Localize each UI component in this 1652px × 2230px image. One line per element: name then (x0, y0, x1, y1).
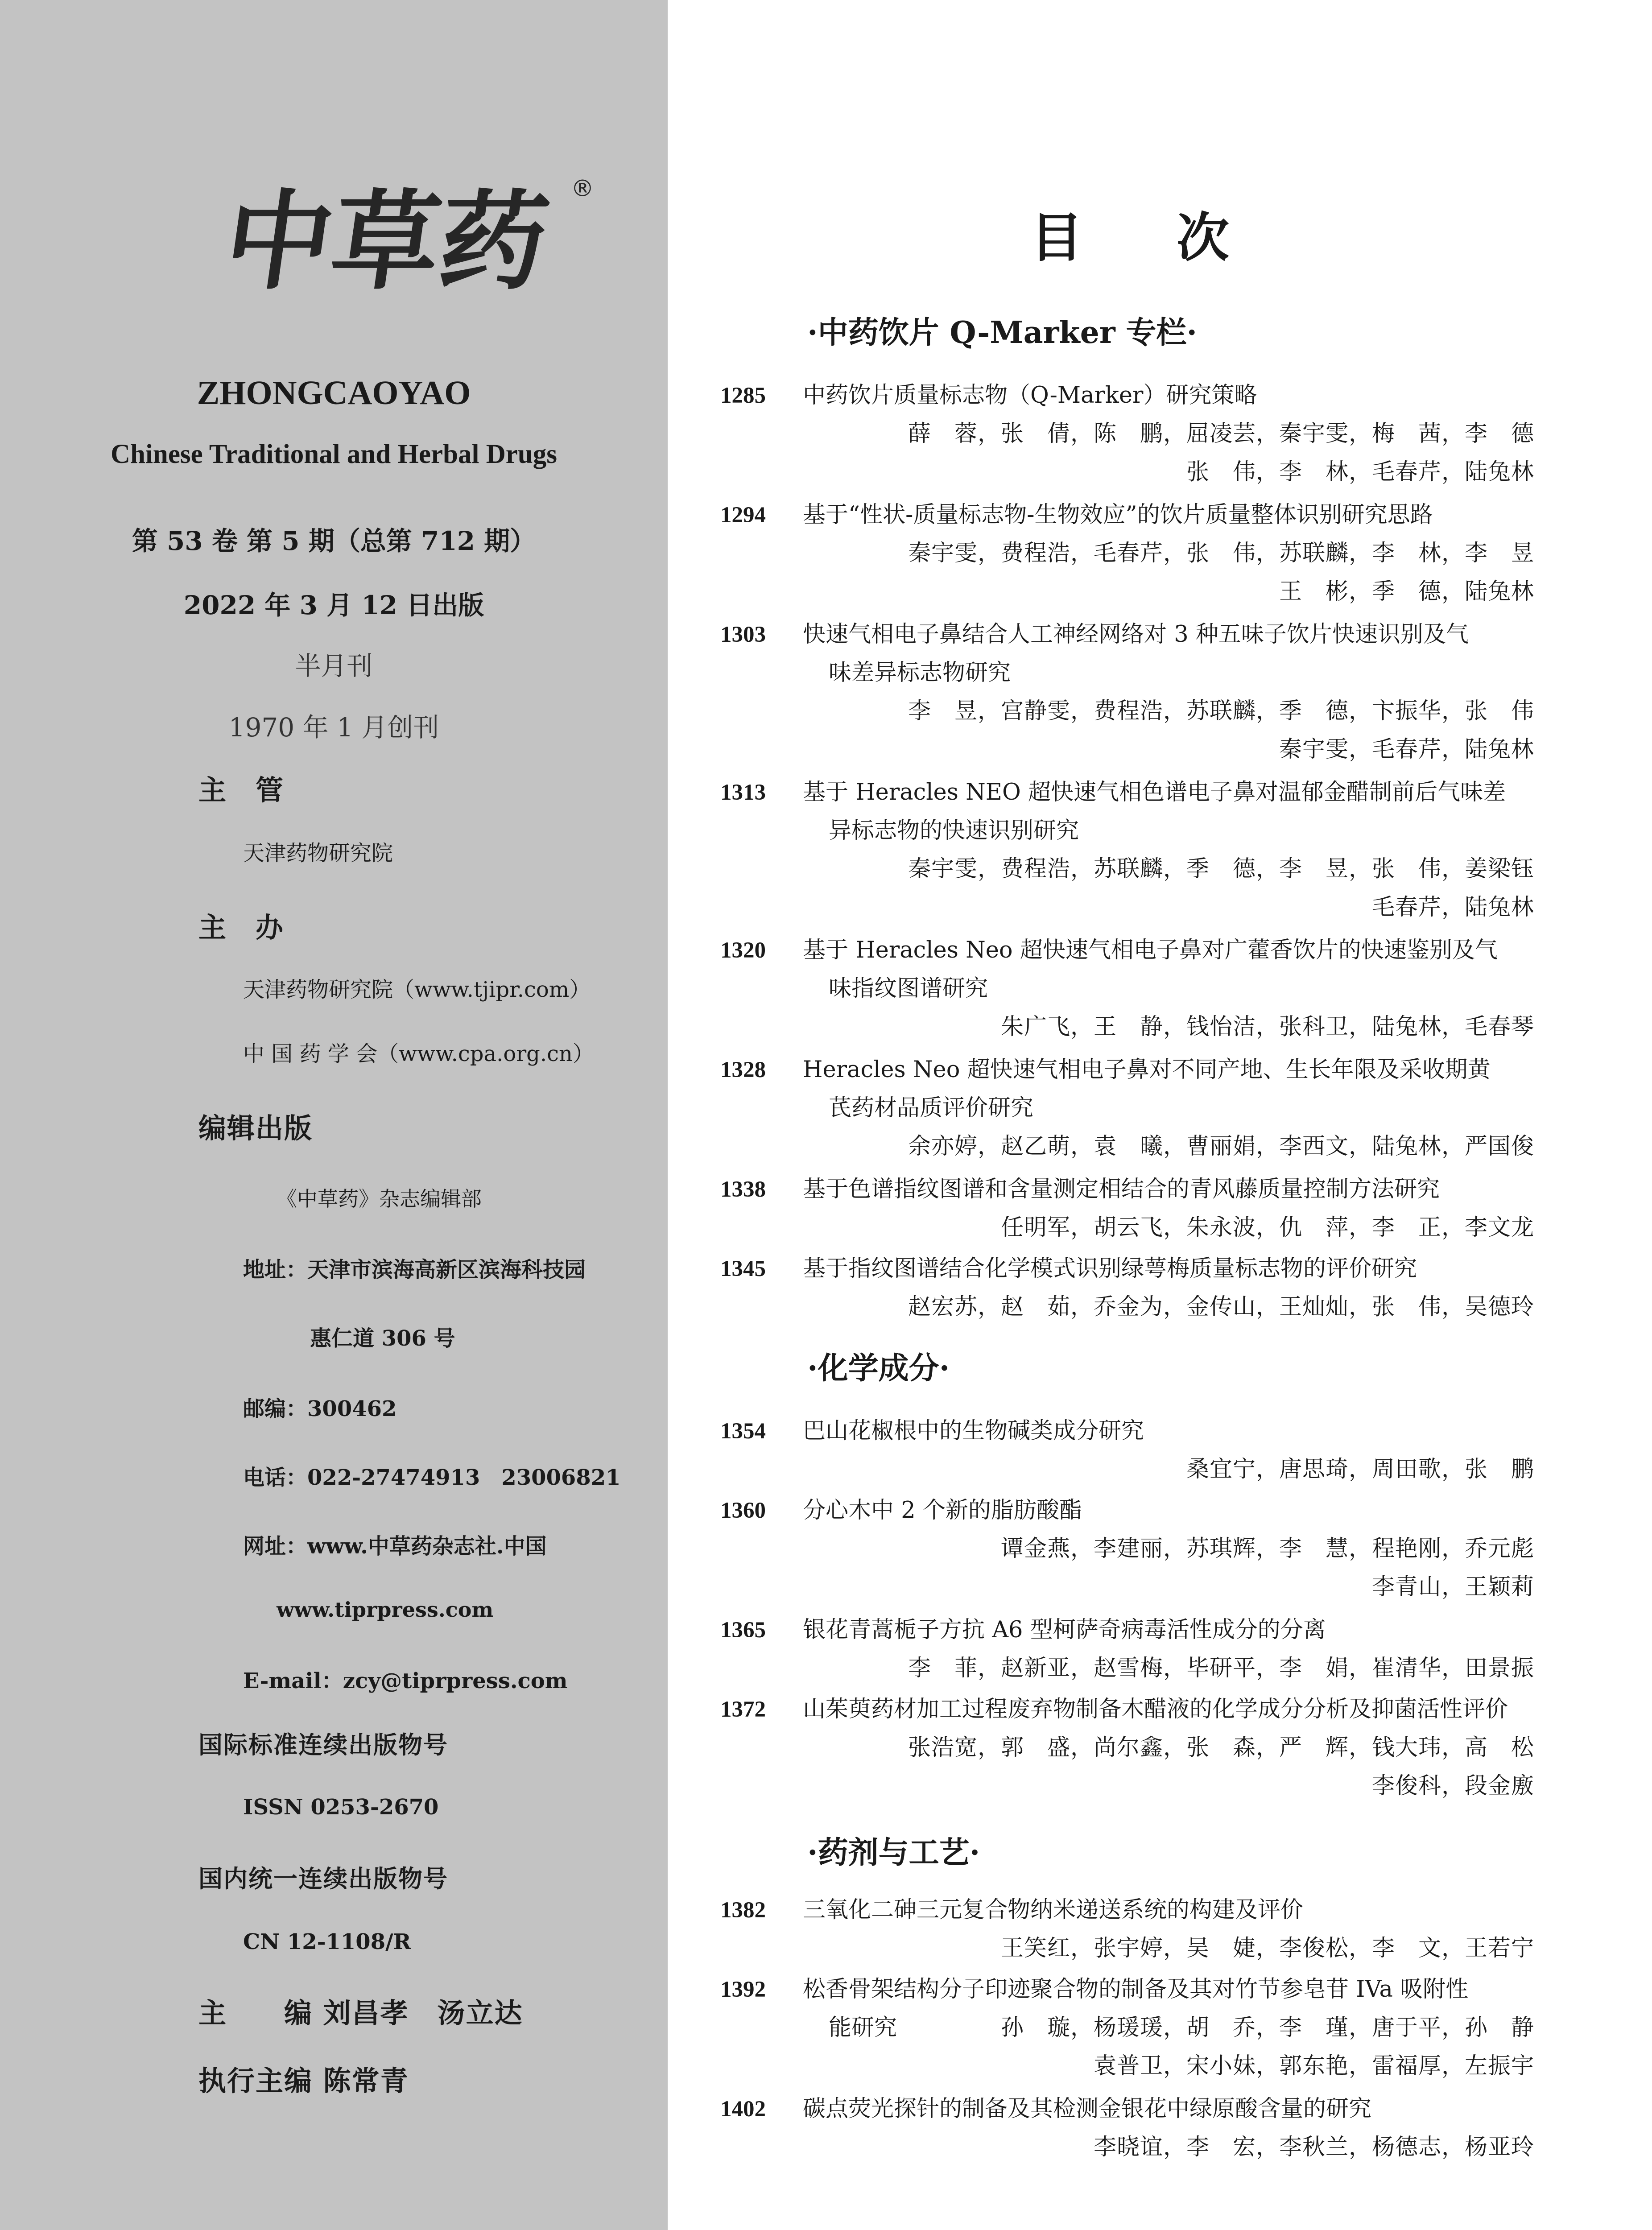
entry-authors: 赵宏苏，赵 茹，乔金为，金传山，王灿灿，张 伟，吴德玲 (908, 1294, 1534, 1320)
phone-label: 电话： (243, 1465, 308, 1490)
entry-authors: 秦宇雯，毛春芹，陆兔林 (1279, 736, 1534, 763)
postcode-label: 邮编： (243, 1396, 308, 1421)
website (243, 1529, 547, 1560)
postcode-value: 300462 (307, 1396, 397, 1421)
toc-entry[interactable] (720, 1055, 1534, 1085)
entry-page: 1294 (720, 503, 766, 528)
journal-title-pinyin: ZHONGCAOYAO (197, 374, 471, 412)
entry-title: 快速气相电子鼻结合人工神经网络对 3 种五味子饮片快速识别及气 (803, 621, 1469, 648)
chief-editor-names: 刘昌孝 汤立达 (323, 1997, 523, 2029)
toc-entry[interactable] (720, 1254, 1534, 1284)
entry-title: 中药饮片质量标志物（Q-Marker）研究策略 (803, 382, 1257, 409)
toc-entry[interactable] (720, 1896, 1534, 1925)
toc-entry[interactable] (720, 1975, 1534, 2004)
logo-text: 中草药 (217, 178, 556, 304)
entry-title: 基于指纹图谱结合化学模式识别绿萼梅质量标志物的评价研究 (803, 1255, 1417, 1282)
toc-entry[interactable] (720, 778, 1534, 807)
chief-editor-label: 主 编 (198, 1997, 313, 2029)
supervisor-value: 天津药物研究院 (243, 841, 393, 866)
email-label: E-mail： (243, 1668, 343, 1693)
entry-title: 基于色谱指纹图谱和含量测定相结合的青风藤质量控制方法研究 (803, 1176, 1440, 1202)
entry-title: 三氧化二砷三元复合物纳米递送系统的构建及评价 (803, 1897, 1304, 1923)
entry-title-cont: 能研究 孙 璇，杨瑗瑗，胡 乔，李 瑾，唐于平，孙 静 (720, 2013, 1534, 2043)
entry-page: 1285 (720, 383, 766, 408)
exec-editor (198, 2059, 409, 2098)
email-value: zcy@tiprpress.com (343, 1668, 568, 1693)
entry-title-cont: 味差异标志物研究 (829, 660, 1011, 686)
address-label: 地址： (243, 1257, 308, 1282)
issn-value: ISSN 0253-2670 (243, 1795, 439, 1820)
entry-authors: 孙 璇，杨瑗瑗，胡 乔，李 瑾，唐于平，孙 静 (1000, 2015, 1534, 2041)
entry-page: 1354 (720, 1419, 766, 1444)
address-value-2: 惠仁道 306 号 (310, 1326, 455, 1351)
entry-page: 1345 (720, 1256, 766, 1281)
sponsor-1: 天津药物研究院（www.tjipr.com） (243, 977, 591, 1002)
entry-page: 1392 (720, 1977, 766, 2002)
entry-page: 1372 (720, 1697, 766, 1722)
toc-entry[interactable] (720, 500, 1534, 530)
toc-section-qmarker: ·中药饮片 Q-Marker 专栏· (807, 315, 1198, 351)
entry-title-cont: 异标志物的快速识别研究 (829, 818, 1079, 844)
phone (243, 1460, 621, 1491)
entry-authors: 秦宇雯，费程浩，毛春芹，张 伟，苏联麟，李 林，李 昱 (908, 540, 1534, 566)
entry-page: 1382 (720, 1898, 766, 1923)
toc-section-chemistry: ·化学成分· (807, 1350, 950, 1386)
toc-entry[interactable] (720, 1416, 1534, 1446)
entry-title: 银花青蒿栀子方抗 A6 型柯萨奇病毒活性成分的分离 (803, 1617, 1326, 1643)
entry-authors: 李晓谊，李 宏，李秋兰，杨德志，杨亚玲 (1093, 2134, 1534, 2160)
toc-entry[interactable] (720, 1615, 1534, 1645)
editor-office: 《中草药》杂志编辑部 (277, 1187, 482, 1211)
entry-authors: 余亦婷，赵乙萌，袁 曦，曹丽娟，李西文，陆兔林，严国俊 (908, 1133, 1534, 1160)
entry-authors: 袁普卫，宋小妹，郭东艳，雷福厚，左振宇 (1093, 2053, 1534, 2079)
entry-page: 1303 (720, 622, 766, 647)
phone-value: 022-27474913 23006821 (307, 1465, 621, 1490)
issn-label: 国际标准连续出版物号 (198, 1730, 448, 1759)
entry-title: 分心木中 2 个新的脂肪酸酯 (803, 1497, 1082, 1524)
toc-section-pharmaceutics: ·药剂与工艺· (807, 1835, 980, 1871)
entry-authors: 李青山，王颖莉 (1371, 1574, 1534, 1600)
entry-title: 基于“性状-质量标志物-生物效应”的饮片质量整体识别研究思路 (803, 502, 1433, 528)
entry-page: 1338 (720, 1177, 766, 1202)
entry-title-cont: 芪药材品质评价研究 (829, 1095, 1034, 1121)
entry-authors: 谭金燕，李建丽，苏琪辉，李 慧，程艳刚，乔元彪 (1000, 1536, 1534, 1562)
masthead-sidebar (0, 0, 668, 2230)
cn-value: CN 12-1108/R (243, 1929, 411, 1954)
toc-heading: 目次 (1030, 206, 1323, 268)
entry-authors: 李 菲，赵新亚，赵雪梅，毕研平，李 娟，崔清华，田景振 (908, 1655, 1534, 1681)
editing-label: 编辑出版 (198, 1112, 313, 1144)
entry-page: 1365 (720, 1618, 766, 1643)
web-value-1: www.中草药杂志社.中国 (307, 1534, 547, 1559)
entry-authors: 任明军，胡云飞，朱永波，仇 萍，李 正，李文龙 (1000, 1214, 1534, 1241)
entry-authors: 毛春芹，陆兔林 (1371, 894, 1534, 921)
publication-date: 2022 年 3 月 12 日出版 (183, 590, 484, 620)
entry-authors: 王笑红，张宇婷，吴 婕，李俊松，李 文，王若宁 (1000, 1935, 1534, 1962)
entry-page: 1320 (720, 938, 766, 963)
address-value-1: 天津市滨海高新区滨海科技园 (307, 1257, 586, 1282)
entry-title: 基于 Heracles Neo 超快速气相电子鼻对广藿香饮片的快速鉴别及气 (803, 937, 1498, 963)
exec-editor-name: 陈常青 (323, 2065, 409, 2097)
cn-label: 国内统一连续出版物号 (198, 1864, 448, 1893)
entry-title: 碳点荧光探针的制备及其检测金银花中绿原酸含量的研究 (803, 2096, 1372, 2122)
exec-editor-label: 执行主编 (198, 2065, 313, 2097)
entry-authors: 李俊科，段金廒 (1371, 1773, 1534, 1799)
chief-editor (198, 1991, 523, 2031)
toc-entry[interactable] (720, 2094, 1534, 2124)
toc-entry[interactable] (720, 1695, 1534, 1724)
entry-authors: 张浩宽，郭 盛，尚尔鑫，张 森，严 辉，钱大玮，高 松 (908, 1734, 1534, 1761)
entry-page: 1313 (720, 780, 766, 805)
sponsor-2: 中 国 药 学 会（www.cpa.org.cn） (243, 1041, 594, 1066)
entry-title: 巴山花椒根中的生物碱类成分研究 (803, 1418, 1144, 1444)
postcode (243, 1392, 396, 1422)
frequency: 半月刊 (295, 651, 373, 681)
entry-title: 山茱萸药材加工过程废弃物制备木醋液的化学成分分析及抑菌活性评价 (803, 1696, 1508, 1722)
entry-authors: 薛 蓉，张 倩，陈 鹏，屈凌芸，秦宇雯，梅 茜，李 德 (908, 421, 1534, 447)
registered-mark: ® (571, 175, 594, 202)
entry-authors: 李 昱，宫静雯，费程浩，苏联麟，季 德，卞振华，张 伟 (908, 698, 1534, 724)
address-line-1 (243, 1252, 586, 1283)
web-value-2: www.tiprpress.com (277, 1598, 494, 1622)
entry-authors: 王 彬，季 德，陆兔林 (1279, 578, 1534, 605)
toc-entry[interactable] (720, 620, 1534, 649)
entry-title: Heracles Neo 超快速气相电子鼻对不同产地、生长年限及采收期黄 (803, 1057, 1491, 1083)
toc-entry[interactable] (720, 1496, 1534, 1525)
email (243, 1664, 568, 1694)
entry-page: 1360 (720, 1498, 766, 1523)
entry-authors: 朱广飞，王 静，钱怡洁，张科卫，陆兔林，毛春琴 (1000, 1014, 1534, 1040)
toc-entry[interactable] (720, 936, 1534, 965)
entry-authors: 秦宇雯，费程浩，苏联麟，季 德，李 昱，张 伟，姜梁钰 (908, 856, 1534, 882)
founded-date: 1970 年 1 月创刊 (228, 712, 439, 743)
entry-authors: 张 伟，李 林，毛春芹，陆兔林 (1186, 459, 1534, 485)
sponsor-label: 主 办 (198, 911, 285, 944)
entry-page: 1402 (720, 2097, 766, 2122)
toc-entry[interactable] (720, 1175, 1534, 1204)
entry-title-cont: 味指纹图谱研究 (829, 975, 988, 1002)
journal-logo (217, 165, 594, 304)
supervisor-label: 主 管 (198, 774, 285, 806)
logo-calligraphy-icon (217, 165, 594, 304)
toc-entry[interactable] (720, 381, 1534, 410)
entry-title: 松香骨架结构分子印迹聚合物的制备及其对竹节参皂苷 IVa 吸附性 (803, 1976, 1469, 2003)
entry-page: 1328 (720, 1057, 766, 1082)
entry-title: 基于 Heracles NEO 超快速气相色谱电子鼻对温郁金醋制前后气味差 (803, 779, 1506, 805)
journal-title-english: Chinese Traditional and Herbal Drugs (111, 439, 557, 469)
volume-issue: 第 53 卷 第 5 期（总第 712 期） (132, 526, 536, 556)
entry-authors: 桑宜宁，唐思琦，周田歌，张 鹏 (1186, 1456, 1534, 1483)
web-label: 网址： (243, 1534, 308, 1559)
